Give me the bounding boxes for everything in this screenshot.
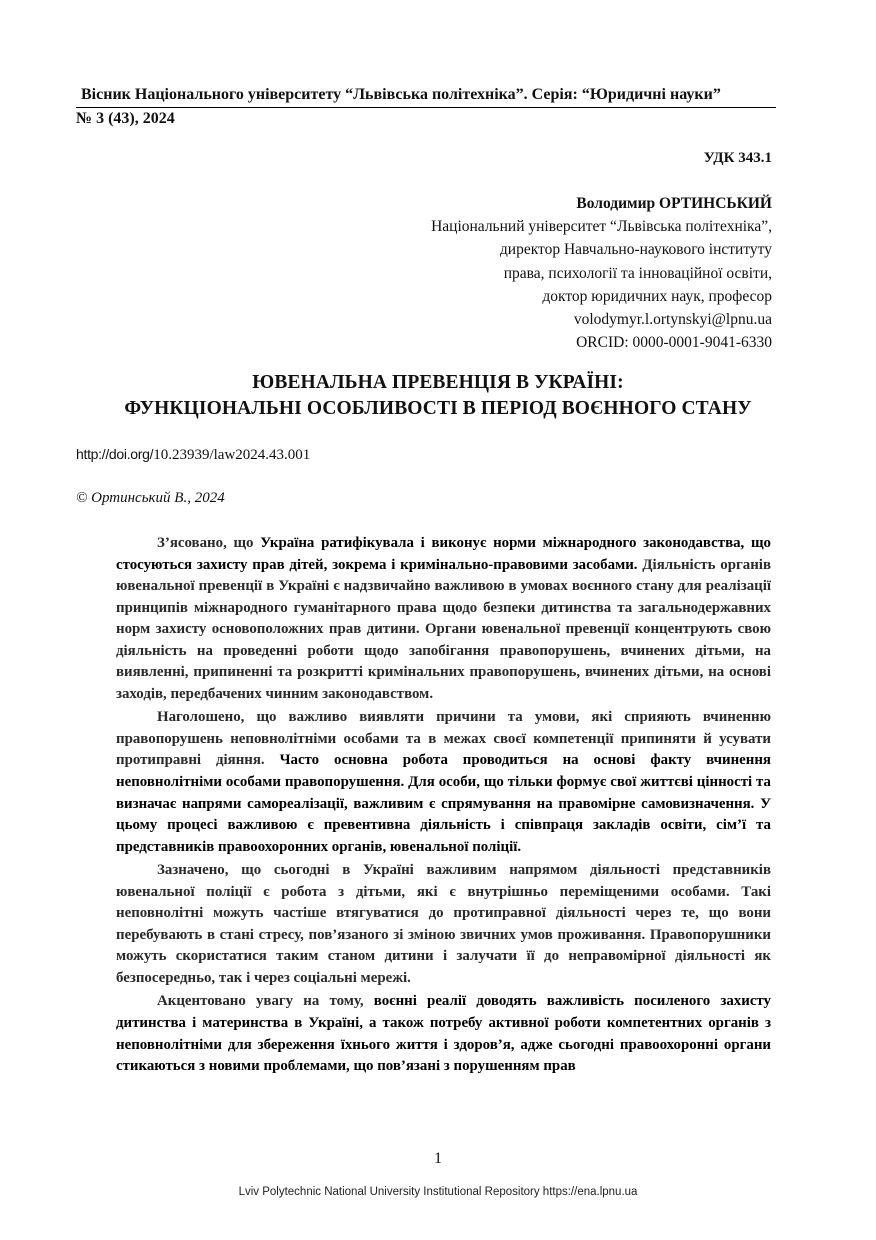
abstract-p1-intro: З’ясовано, що bbox=[157, 535, 261, 551]
udc-code: УДК 343.1 bbox=[703, 150, 772, 166]
abstract-paragraph-3 bbox=[116, 860, 771, 989]
author-position-line-2: права, психології та інноваційної освіти, bbox=[503, 264, 772, 282]
page-number: 1 bbox=[434, 1150, 442, 1167]
abstract-paragraph-2 bbox=[116, 707, 771, 858]
author-orcid: ORCID: 0000-0001-9041-6330 bbox=[576, 334, 772, 352]
author-degree: доктор юридичних наук, професор bbox=[542, 287, 772, 305]
abstract-p4-emphasis: воєнні реалії доводять важливість посиленого захисту дитинства і материнства в Україні, а також потребу активної роботи компетентних органів з неповнолітніми для збереження їхнього життя і здоров’я, адже сьогодні правоохоронні органи стикаються з новими проблемами, що пов’язані з порушенням прав bbox=[116, 993, 771, 1075]
author-name: Володимир ОРТИНСЬКИЙ bbox=[576, 195, 772, 212]
author-affiliation: Національний університет “Львівська політехніка”, bbox=[431, 218, 772, 236]
doi-prefix: http://doi.org/ bbox=[76, 446, 154, 462]
abstract-p4-intro: Акцентовано увагу на тому, bbox=[157, 993, 374, 1010]
abstract-p2-emphasis: Часто основна робота проводиться на основі факту вчинення неповнолітніми особами правопорушення. Для особи, що тільки формує свої життєві цінності та визначає напрями самореалізації, важливим є спрямування на правомірне самовизначення. У цьому процесі важливою є превентивна діяльність і співпраця закладів освіти, сім’ї та представників правоохоронних органів, ювенальної поліції. bbox=[116, 752, 771, 855]
doi-suffix: 10.23939/law2024.43.001 bbox=[153, 447, 311, 463]
doi-link[interactable] bbox=[76, 446, 310, 464]
author-email[interactable]: volodymyr.l.ortynskyi@lpnu.ua bbox=[573, 311, 772, 329]
article-title bbox=[60, 370, 816, 422]
abstract-p3-body: Зазначено, що сьогодні в Україні важливим напрямом діяльності представників ювенальної поліції є робота з дітьми, які є внутрішньо переміщеними особами. Такі неповнолітні можуть частіше втягуватися до протиправної діяльності через те, що вони перебувають в стані стресу, пов’язаного зі зміною звичних умов проживання. Правопорушники можуть скористатися таким станом дитини і залучати її до неправомірної діяльності як безпосередньо, так і через соціальні мережі. bbox=[116, 862, 771, 986]
author-position-line-1: директор Навчально-наукового інституту bbox=[499, 241, 772, 259]
journal-title: Вісник Національного університету “Львівська політехніка”. Серія: “Юридичні науки” bbox=[76, 85, 776, 108]
abstract bbox=[116, 533, 771, 1080]
abstract-p2-body: Наголошено, що важливо виявляти причини та умови, які сприяють вчиненню правопорушень неповнолітніми особами та в межах своєї компетенції припиняти й усувати протиправні діяння. bbox=[116, 709, 771, 769]
repository-footer: Lviv Polytechnic National University Institutional Repository https://ena.lpnu.ua bbox=[238, 1186, 638, 1198]
abstract-paragraph-1 bbox=[116, 533, 771, 705]
abstract-p1-emphasis: Україна ратифікувала і виконує норми міжнародного законодавства, що стосуються захисту прав дітей, зокрема і кримінально-правовими засобами. bbox=[116, 535, 771, 573]
author-block bbox=[431, 192, 772, 354]
journal-issue: № 3 (43), 2024 bbox=[76, 110, 175, 127]
article-title-line-1: ЮВЕНАЛЬНА ПРЕВЕНЦІЯ В УКРАЇНІ: bbox=[252, 372, 624, 393]
article-title-line-2: ФУНКЦІОНАЛЬНІ ОСОБЛИВОСТІ В ПЕРІОД ВОЄННОГО СТАНУ bbox=[124, 398, 752, 419]
copyright: © Ортинський В., 2024 bbox=[76, 490, 225, 506]
journal-header bbox=[76, 85, 776, 129]
abstract-paragraph-4 bbox=[116, 991, 771, 1077]
abstract-p1-body: Діяльність органів ювенальної превенції в Україні є надзвичайно важливою в умовах воєнного стану для реалізації принципів міжнародного гуманітарного права щодо безпеки дитинства та загальнодержавних норм захисту основоположних прав дитини. Органи ювенальної превенції концентрують свою діяльність на проведенні роботи щодо запобігання правопорушень, вчинених дітьми, на виявленні, припиненні та розкритті кримінальних правопорушень, вчинених дітьми, на основі заходів, передбачених чинним законодавством. bbox=[116, 556, 771, 702]
